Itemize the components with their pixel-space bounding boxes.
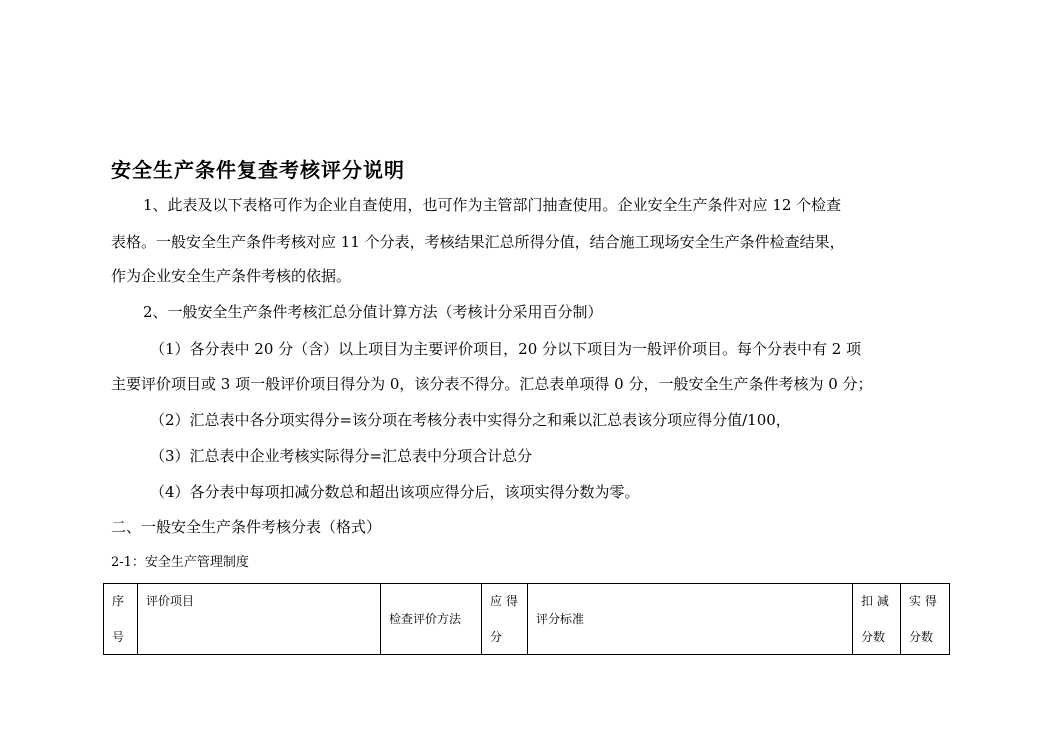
table-caption: 2-1：安全生产管理制度: [111, 555, 249, 570]
paragraph-2: 2、一般安全生产条件考核汇总分值计算方法（考核计分采用百分制）: [143, 303, 603, 321]
header-seq-bottom: 号: [112, 630, 125, 644]
header-seq: [104, 584, 138, 655]
paragraph-5: （3）汇总表中企业考核实际得分=汇总表中分项合计总分: [150, 447, 533, 465]
header-deduct-top: 扣 减: [861, 594, 889, 608]
paragraph-1-line-3: 作为企业安全生产条件考核的依据。: [111, 267, 352, 285]
header-actual: [901, 584, 950, 655]
header-seq-top: 序: [112, 594, 125, 608]
paragraph-1-line-1: 1、此表及以下表格可作为企业自查使用，也可作为主管部门抽查使用。企业安全生产条件对应 12 个检查: [143, 196, 842, 214]
section-heading: 二、一般安全生产条件考核分表（格式）: [111, 518, 382, 536]
header-criteria: [528, 584, 853, 655]
scoring-table: [103, 583, 950, 655]
header-actual-top: 实 得: [909, 594, 937, 608]
paragraph-3-line-2: 主要评价项目或 3 项一般评价项目得分为 0，该分表不得分。汇总表单项得 0 分，一般安全生产条件考核为 0 分；: [111, 375, 873, 393]
header-criteria-label: 评分标准: [536, 612, 585, 626]
header-item-label: 评价项目: [146, 594, 195, 608]
header-deduct: [853, 584, 901, 655]
header-method-label: 检查评价方法: [389, 612, 462, 626]
paragraph-6: （4）各分表中每项扣减分数总和超出该项应得分后，该项实得分数为零。: [150, 483, 640, 501]
header-item: [138, 584, 381, 655]
table-header-row: [104, 584, 950, 655]
header-due-top: 应 得: [490, 594, 518, 608]
header-method: [381, 584, 482, 655]
document-title: 安全生产条件复查考核评分说明: [111, 158, 405, 182]
paragraph-1-line-2: 表格。一般安全生产条件考核对应 11 个分表，考核结果汇总所得分值，结合施工现场安全生产条件检查结果，: [111, 233, 845, 251]
header-due: [482, 584, 528, 655]
header-actual-bottom: 分数: [909, 630, 934, 644]
paragraph-3-line-1: （1）各分表中 20 分（含）以上项目为主要评价项目，20 分以下项目为一般评价项目。每个分表中有 2 项: [150, 340, 862, 358]
header-due-bottom: 分: [490, 630, 503, 644]
header-deduct-bottom: 分数: [861, 630, 886, 644]
paragraph-4: （2）汇总表中各分项实得分=该分项在考核分表中实得分之和乘以汇总表该分项应得分值/100，: [150, 411, 791, 429]
